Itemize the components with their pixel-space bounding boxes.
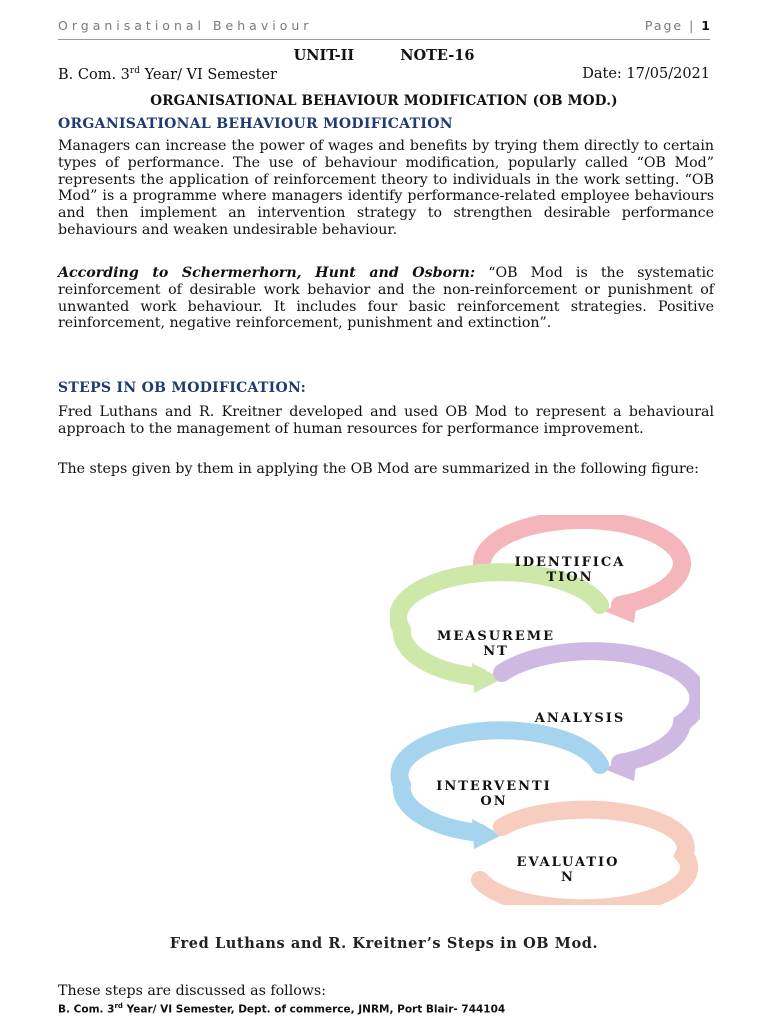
page-footer: B. Com. 3rd Year/ VI Semester, Dept. of commerce, JNRM, Port Blair- 744104	[58, 1002, 506, 1016]
course-info: B. Com. 3rd Year/ VI Semester	[58, 66, 277, 83]
step-label-identification: IDENTIFICA TION	[514, 555, 626, 585]
paragraph-steps-figure: The steps given by them in applying the OB Mod are summarized in the following figure:	[58, 461, 699, 477]
course-meta	[58, 66, 710, 83]
step-label-measurement: MEASUREME NT	[436, 629, 556, 659]
page-number: Page | 1	[644, 18, 710, 33]
paragraph-steps-intro: Fred Luthans and R. Kreitner developed and used OB Mod to represent a behavioural approach to the management of human resources for performance improvement.	[58, 404, 714, 437]
section-title-obm: ORGANISATIONAL BEHAVIOUR MODIFICATION	[58, 116, 453, 132]
step-label-evaluation: EVALUATIO N	[516, 855, 620, 885]
document-title: ORGANISATIONAL BEHAVIOUR MODIFICATION (OB MOD.)	[150, 93, 618, 109]
unit-label: UNIT-II	[293, 47, 355, 64]
figure-caption: Fred Luthans and R. Kreitner’s Steps in OB Mod.	[169, 935, 599, 952]
note-label: NOTE-16	[400, 47, 475, 64]
paragraph-definition	[58, 265, 714, 332]
definition-author: According to Schermerhorn, Hunt and Osborn:	[58, 265, 476, 281]
closing-line: These steps are discussed as follows:	[58, 983, 326, 999]
paragraph-intro: Managers can increase the power of wages and benefits by trying them directly to certain types of performance. The use of behaviour modification, popularly called “OB Mod” represents the application of reinforcement theory to individuals in the work setting. “OB Mod” is a programme where managers identify performance-related employee behaviours and then implement an intervention strategy to strengthen desirable performance behaviours and weaken undesirable behaviour.	[58, 138, 714, 238]
ob-mod-steps-diagram	[390, 515, 700, 905]
step-arc-analysis	[502, 651, 698, 763]
definition-text: “OB Mod is the systematic reinforcement of desirable work behavior and the non-reinforcement or punishment of unwanted work behaviour. It includes four basic reinforcement strategies. Positive reinforcement, negative reinforcement, punishment and extinction”.	[58, 265, 714, 332]
unit-note-line	[0, 47, 768, 64]
step-label-intervention: INTERVENTI ON	[436, 779, 552, 809]
section-title-steps: STEPS IN OB MODIFICATION:	[58, 380, 307, 396]
step-label-analysis: ANALYSIS	[534, 711, 626, 726]
note-date: Date: 17/05/2021	[582, 66, 710, 82]
header-title: Organisational Behaviour	[58, 18, 313, 33]
step-arc-measurement	[398, 572, 600, 677]
page-header	[58, 16, 710, 40]
